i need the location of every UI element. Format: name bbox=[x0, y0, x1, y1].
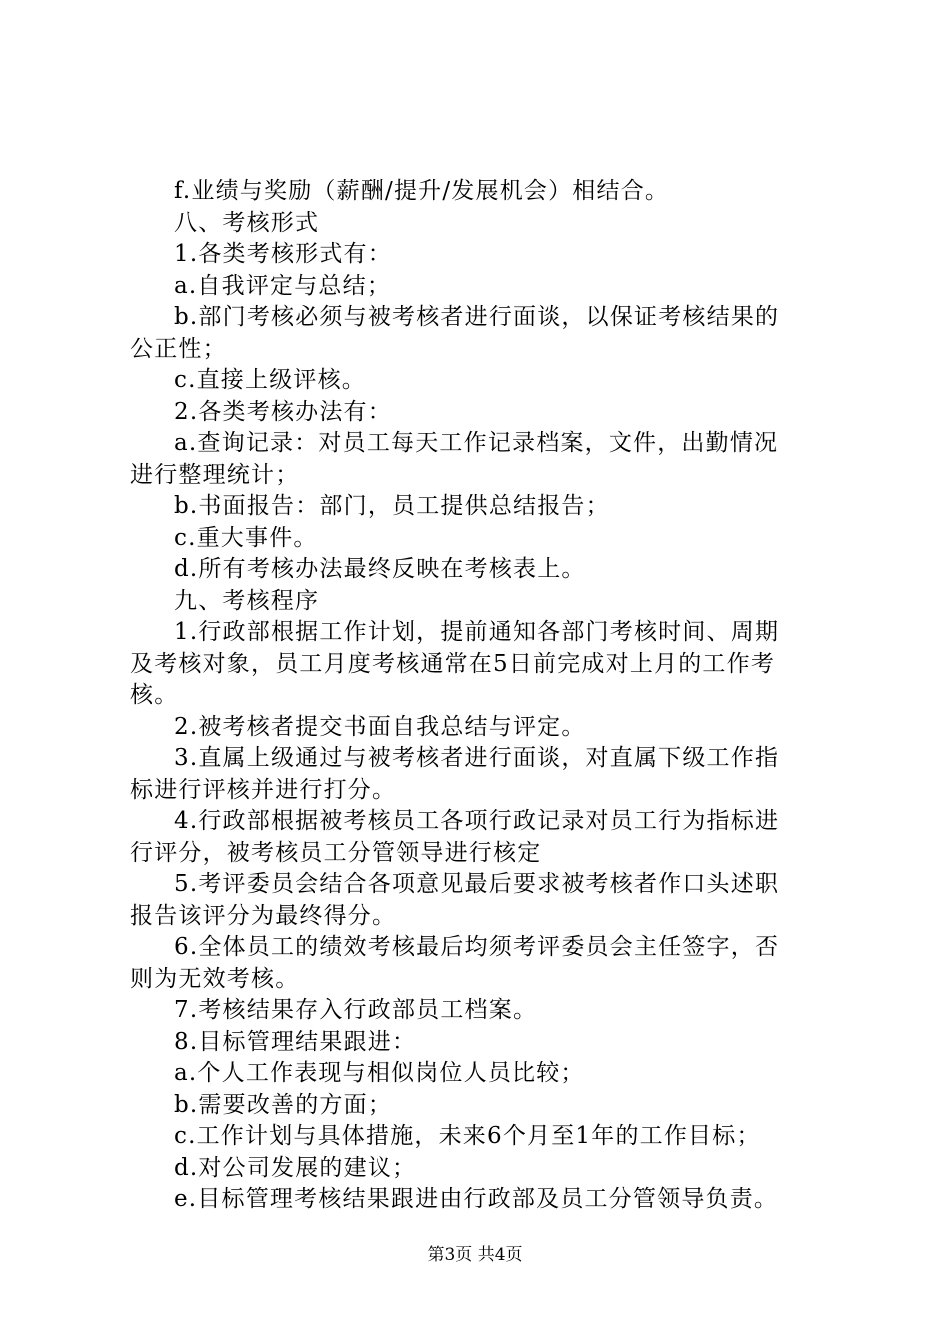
text-line: 2.各类考核办法有： bbox=[174, 398, 392, 425]
text-line: b.部门考核必须与被考核者进行面谈，以保证考核结果的 bbox=[174, 304, 780, 330]
text-line: c.重大事件。 bbox=[174, 524, 318, 551]
document-body bbox=[130, 176, 835, 1216]
text-line: c.工作计划与具体措施，未来6个月至1年的工作目标； bbox=[174, 1123, 761, 1149]
text-line: 报告该评分为最终得分。 bbox=[130, 902, 397, 929]
text-line: 九、考核程序 bbox=[174, 587, 320, 614]
text-line: b.需要改善的方面； bbox=[174, 1091, 393, 1118]
text-line: 1.各类考核形式有： bbox=[174, 241, 392, 267]
text-line: 8.目标管理结果跟进： bbox=[174, 1028, 417, 1055]
text-line: 3.直属上级通过与被考核者进行面谈，对直属下级工作指 bbox=[174, 745, 780, 771]
text-line: b.书面报告：部门，员工提供总结报告； bbox=[174, 493, 610, 519]
text-line: a.个人工作表现与相似岗位人员比较； bbox=[174, 1060, 585, 1086]
text-line: e.目标管理考核结果跟进由行政部及员工分管领导负责。 bbox=[174, 1186, 779, 1212]
text-line: d.对公司发展的建议； bbox=[174, 1154, 417, 1181]
text-line: 则为无效考核。 bbox=[130, 965, 300, 992]
text-line: c.直接上级评核。 bbox=[174, 367, 366, 393]
text-line: 1.行政部根据工作计划，提前通知各部门考核时间、周期 bbox=[174, 619, 780, 645]
text-line: 6.全体员工的绩效考核最后均须考评委员会主任签字，否 bbox=[174, 934, 780, 960]
text-line: 进行整理统计； bbox=[130, 461, 300, 488]
text-line: f.业绩与奖励（薪酬/提升/发展机会）相结合。 bbox=[174, 178, 670, 204]
text-line: 公正性； bbox=[130, 335, 227, 362]
text-line: 7.考核结果存入行政部员工档案。 bbox=[174, 997, 538, 1023]
text-line: 及考核对象，员工月度考核通常在5日前完成对上月的工作考 bbox=[130, 650, 776, 677]
text-line: 八、考核形式 bbox=[174, 209, 320, 236]
text-line: 4.行政部根据被考核员工各项行政记录对员工行为指标进 bbox=[174, 808, 780, 834]
text-line: d.所有考核办法最终反映在考核表上。 bbox=[174, 556, 586, 582]
text-line: 核。 bbox=[130, 682, 179, 708]
text-line: 5.考评委员会结合各项意见最后要求被考核者作口头述职 bbox=[174, 871, 780, 897]
text-line: a.查询记录：对员工每天工作记录档案，文件，出勤情况 bbox=[174, 430, 779, 456]
text-line: 标进行评核并进行打分。 bbox=[130, 776, 397, 803]
text-line: 行评分，被考核员工分管领导进行核定 bbox=[130, 839, 542, 866]
text-line: 2.被考核者提交书面自我总结与评定。 bbox=[174, 713, 586, 740]
text-line: a.自我评定与总结； bbox=[174, 272, 392, 299]
page-footer: 第3页 共4页 bbox=[427, 1245, 523, 1265]
